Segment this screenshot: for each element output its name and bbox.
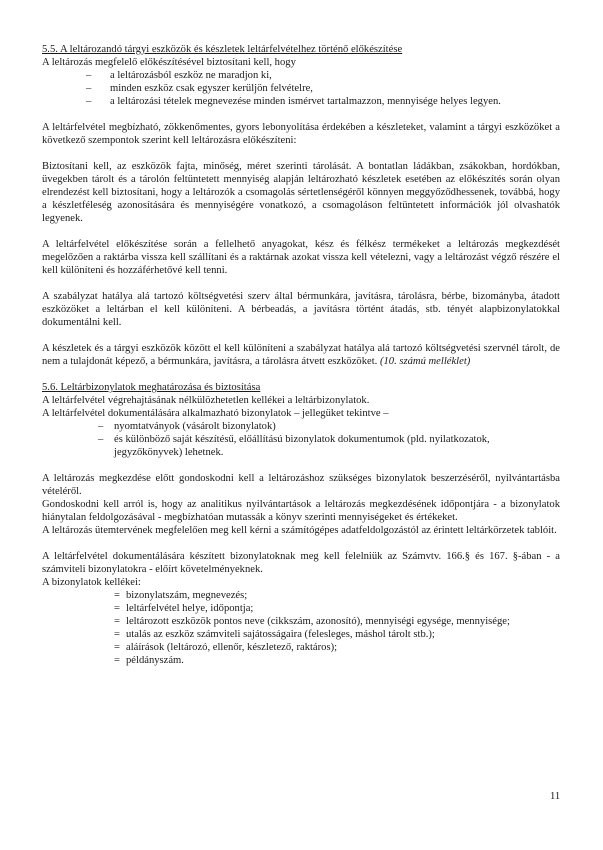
list-item: = aláírások (leltározó, ellenőr, készletező, raktáros);: [114, 642, 338, 653]
paragraph: A leltározás ütemtervének megfelelően meg kell kérni a számítógépes adatfeldolgozástól az érintett leltárkörzetek tablóit.: [42, 525, 557, 536]
list-item: = bizonylatszám, megnevezés;: [114, 590, 248, 601]
paragraph: Biztosítani kell, az eszközök fajta, minőség, méret szerinti tárolását. A bontatlan ládákban, zsákokban, hordókban, üvegekben tárolt és a tárolón feltüntetett mennyiség alapján leltározható készletek esetében az előkészítés során olyan elrendezést kell biztosítani, hogy a leltározók a csomagolás sértetlenségéről könnyen meggyőződhessenek, továbbá, hogy a készletféleség azonosítására és mennyiségére vonatkozó, a csomagoláson feltüntetett információk jól olvashatók legyenek.: [42, 161, 560, 224]
list-item: = leltárfelvétel helye, időpontja;: [114, 603, 254, 614]
document-page: [42, 43, 560, 667]
dash-marker: –: [86, 96, 92, 107]
list-item: – a leltározásból eszköz ne maradjon ki,: [86, 70, 272, 81]
page-number: 11: [550, 791, 561, 802]
paragraph: A leltározás megfelelő előkészítésével biztosítani kell, hogy: [42, 57, 296, 68]
paragraph: A leltárfelvétel előkészítése során a fellelhető anyagokat, kész és félkész termékeket a leltározás megkezdését megelőzően a raktárba vissza kell szállítani és a raktárnak azokat vissza kell vételezni, vagy a leltározást végző részére el kell különíteni és hozzáférhetővé kell tenni.: [42, 239, 560, 276]
list-item: – és különböző saját készítésű, előállítású bizonylatok dokumentumok (pld. nyilatkozatok, jegyzőkönyvek) lehetnek.: [98, 434, 490, 458]
bullet-list: [42, 420, 560, 459]
paragraph: Gondoskodni kell arról is, hogy az analitikus nyilvántartások a leltározás megkezdésének időpontjára - a bizonylatok hiánytalan feldolgozásával - megbízhatóan mutassák a könyv szerinti mennyiségeket és értékeket.: [42, 499, 560, 523]
paragraph: A leltárfelvétel dokumentálására alkalmazható bizonylatok – jellegüket tekintve –: [42, 408, 389, 419]
list-item: = példányszám.: [114, 655, 184, 666]
paragraph: A leltárfelvétel megbízható, zökkenőmentes, gyors lebonyolítása érdekében a készleteket, valamint a tárgyi eszközöket a következő szempontok szerint kell leltározásra előkészíteni:: [42, 122, 560, 146]
paragraph: A bizonylatok kellékei:: [42, 577, 141, 588]
dash-marker: –: [98, 434, 104, 445]
equals-marker: =: [114, 616, 120, 627]
equals-marker: =: [114, 629, 120, 640]
paragraph: A szabályzat hatálya alá tartozó költségvetési szerv által bérmunkára, javításra, tárolásra, bérbe, bizományba, átadott eszközöket a leltárban el kell különíteni. A bérbeadás, a javításra történt átadás, stb. tényét alapbizonylatokkal dokumentálni kell.: [42, 291, 560, 328]
list-item: = utalás az eszköz számviteli sajátosságaira (felesleges, máshol tárolt stb.);: [114, 629, 435, 640]
equals-marker: =: [114, 655, 120, 666]
dash-marker: –: [86, 70, 92, 81]
dash-marker: –: [98, 421, 104, 432]
list-item: = leltározott eszközök pontos neve (cikkszám, azonosító), mennyiségi egysége, mennyisége;: [114, 616, 510, 627]
section-heading: 5.6. Leltárbizonylatok meghatározása és biztosítása: [42, 382, 261, 393]
section-heading: 5.5. A leltározandó tárgyi eszközök és készletek leltárfelvételhez történő előkészítése: [42, 44, 403, 55]
requirements-list: [42, 589, 560, 667]
dash-marker: –: [86, 83, 92, 94]
paragraph: A leltározás megkezdése előtt gondoskodni kell a leltározáshoz szükséges bizonylatok beszerzéséről, nyilvántartásba vételéről.: [42, 473, 560, 497]
bullet-list: [42, 69, 560, 108]
list-item: – nyomtatványok (vásárolt bizonylatok): [98, 421, 276, 432]
equals-marker: =: [114, 642, 120, 653]
paragraph: A leltárfelvétel dokumentálására készített bizonylatoknak meg kell felelniük az Számvtv. 166.§ és 167. §-ában - a számviteli bizonylatokra - előírt követelményeknek.: [42, 551, 560, 575]
equals-marker: =: [114, 603, 120, 614]
annex-reference: (10. számú melléklet): [379, 356, 471, 367]
list-item: – a leltározási tételek megnevezése minden ismérvet tartalmazzon, mennyisége helyes legyen.: [86, 96, 501, 107]
list-item: – minden eszköz csak egyszer kerüljön felvételre,: [86, 83, 313, 94]
paragraph: A leltárfelvétel végrehajtásának nélkülözhetetlen kellékei a leltárbizonylatok.: [42, 395, 370, 406]
paragraph: A készletek és a tárgyi eszközök között el kell különíteni a szabályzat hatálya alá tartozó költségvetési szervnél tárolt, de nem a tulajdonát képező, a bérmunkára, javításra, a tárolásra átvett eszközöket. (10. számú melléklet): [42, 343, 560, 367]
equals-marker: =: [114, 590, 120, 601]
